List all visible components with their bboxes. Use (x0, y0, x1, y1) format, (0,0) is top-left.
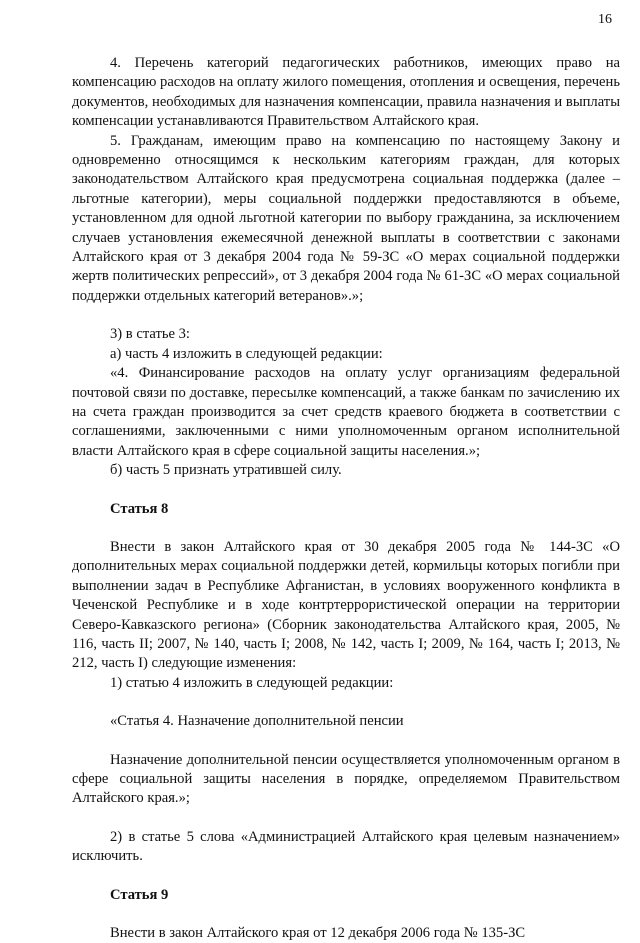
paragraph-spacer (72, 306, 620, 325)
article-heading: Статья 8 (110, 500, 169, 517)
paragraph-spacer (72, 905, 620, 924)
body-paragraph: «4. Финансирование расходов на оплату услуг организациям федеральной почтовой связи по доставке, пересылке компенсаций, а также банкам по зачислению их на счета граждан производится за счет средств краевого бюджета в соответствии с соглашениями, заключенными с ними уполномоченным органом исполнительной власти Алтайского края в сфере социальной защиты населения.»; (72, 365, 620, 459)
body-paragraph: Назначение дополнительной пенсии осуществляется уполномоченным органом в сфере социальной защиты населения в порядке, определяемом Правительством Алтайского края.»; (72, 751, 620, 807)
paragraph-spacer (72, 732, 620, 751)
article-heading: Статья 9 (110, 886, 169, 903)
body-paragraph: 5. Гражданам, имеющим право на компенсацию по настоящему Закону и одновременно относящимся к нескольким категориям граждан, для которых законодательством Алтайского края предусмотрена социальная поддержка (далее – льготные категории), меры социальной поддержки предоставляются в объеме, установленном для одной льготной категории по выбору гражданина, за исключением случаев установления ежемесячной денежной выплаты в соответствии с законами Алтайского края от 3 декабря 2004 года № 59-ЗС «О мерах социальной поддержки жертв политических репрессий», от 3 декабря 2004 года № 61-ЗС «О мерах социальной поддержки отдельных категорий ветеранов».»; (72, 132, 620, 304)
paragraph-spacer (72, 481, 620, 500)
body-paragraph: 2) в статье 5 слова «Администрацией Алтайского края целевым назначением» исключить. (72, 828, 620, 865)
body-paragraph: 3) в статье 3: (110, 326, 190, 343)
body-paragraph: а) часть 4 изложить в следующей редакции: (110, 345, 383, 362)
body-paragraph: б) часть 5 признать утратившей силу. (110, 462, 342, 479)
body-paragraph: «Статья 4. Назначение дополнительной пенсии (110, 713, 404, 730)
page-number: 16 (598, 12, 612, 27)
paragraph-spacer (72, 867, 620, 886)
body-paragraph: 1) статью 4 изложить в следующей редакции: (110, 674, 394, 691)
body-paragraph: 4. Перечень категорий педагогических работников, имеющих право на компенсацию расходов на оплату жилого помещения, отопления и освещения, перечень документов, необходимых для назначения компенсации, правила назначения и выплаты компенсации устанавливаются Правительством Алтайского края. (72, 55, 620, 130)
body-paragraph: Внести в закон Алтайского края от 30 декабря 2005 года № 144-ЗС «О дополнительных мерах социальной поддержки детей, кормильцы которых погибли при выполнении задач в Республике Афганистан, в условиях вооруженного конфликта в Чеченской Республике и в ходе контртеррористической операции на территории Северо-Кавказского региона» (Сборник законодательства Алтайского края, 2005, № 116, часть II; 2007, № 140, часть I; 2008, № 142, часть I; 2009, № 164, часть I; 2013, № 212, часть I) следующие изменения: (72, 538, 620, 672)
document-body (72, 54, 620, 943)
paragraph-spacer (72, 809, 620, 828)
paragraph-spacer (72, 519, 620, 538)
body-paragraph: Внести в закон Алтайского края от 12 декабря 2006 года № 135-ЗС (110, 925, 526, 942)
paragraph-spacer (72, 693, 620, 712)
